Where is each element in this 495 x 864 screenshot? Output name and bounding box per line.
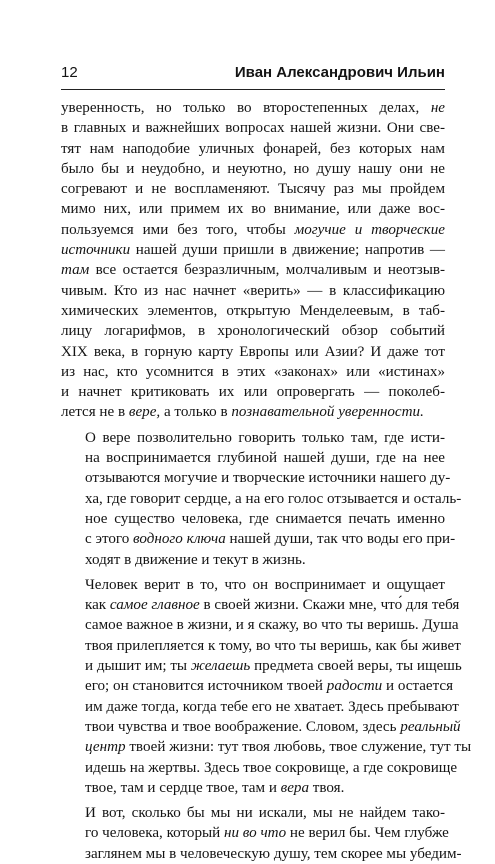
text-run: и дышит им; ты [85,658,191,675]
text-line [61,321,445,341]
text-line [61,179,445,199]
text-line [61,139,445,159]
text-run: чивым. Кто из нас начнет «верить» — в классификацию [61,282,445,299]
text-run: согревают и не воспламеняют. Тысячу раз мы пройдем [61,181,445,198]
text-line [61,529,456,549]
text-run: твои чувства и твое воображение. Словом, здесь [85,718,401,735]
text-line [61,676,454,696]
text-run: заглянем мы в человеческую душу, тем скорее мы убедим- [85,845,462,862]
header-rule [61,89,445,90]
text-line [61,737,472,757]
italic-run: желаешь [190,658,251,675]
text-run: в главных и важнейших вопросах нашей жизни. Они све- [61,120,445,137]
italic-run: не [430,100,445,116]
body-text [61,98,472,864]
text-line [61,636,461,656]
text-line [61,468,451,488]
paragraph [61,98,445,423]
text-line [61,844,462,864]
italic-run: радости [326,678,383,695]
text-run: лицу логарифмов, в хронологический обзор событий [61,323,445,340]
italic-run: вере, [128,404,161,421]
text-run: уверенность, но только во второстепенных делах, [61,100,431,116]
text-line [61,428,445,448]
text-run: пользуемся ими без того, чтобы [61,221,295,238]
text-line [61,118,445,138]
text-run: на воспринимается глубиной нашей души, где на нее [85,450,445,467]
text-run: XIX века, в горную карту Европы или Азии? И даже тот [61,343,445,360]
text-line [61,803,445,823]
text-line [61,301,445,321]
text-run: химических элементов, открытую Менделеевым, в таб- [61,302,445,319]
text-run: а только в [160,404,232,421]
text-line [61,98,445,118]
text-run: твоей жизни: тут твоя любовь, твое служение, тут ты [125,739,472,756]
text-line [61,362,445,382]
text-run: лется не в [61,404,129,421]
text-run: отзываются могучие и творческие источники нашего ду- [85,470,451,487]
italic-run: самое главное [109,597,200,614]
italic-run: вера [280,779,310,796]
text-run: в своей жизни. Скажи мне, что́ для тебя [199,597,460,614]
text-run: нашей души, так что воды его при- [225,531,456,548]
text-line [61,656,462,676]
text-line [61,778,445,798]
paragraph [61,575,472,798]
text-line [61,402,445,422]
text-line [61,615,459,635]
text-line [61,697,459,717]
text-line [61,489,462,509]
text-line [61,717,461,737]
text-line [61,220,445,240]
italic-run: там [61,262,90,279]
text-run: как [85,597,110,614]
text-run: им даже тогда, когда тебе его не хватает. Здесь пребывают [85,698,459,715]
text-line [61,509,445,529]
paragraph [61,803,462,864]
running-header [61,64,445,88]
text-line [61,823,449,843]
text-run: предмета своей веры, ты ищешь [250,658,462,675]
text-line [61,159,445,179]
text-line [61,342,445,362]
text-run: твоя прилепляется к тому, во что ты веришь, как бы живет [85,637,461,654]
text-line [61,240,445,260]
text-run: Человек верит в то, что он воспринимает и ощущает [85,576,445,593]
page-number: 12 [61,64,78,81]
text-run: твоя. [309,779,345,796]
text-run: было бы и неудобно, и неуютно, но душу нашу они не [61,160,445,177]
text-line [61,281,445,301]
text-run: с этого [85,531,134,548]
text-run: ное существо человека, где снимается печать именно [85,510,445,527]
italic-run: источники [61,242,131,259]
text-run: го человека, который [85,825,224,842]
text-run: мимо них, или примем их во внимание, или даже вос- [61,201,445,218]
text-run: и остается [382,678,454,695]
paragraph [61,428,462,570]
italic-run: могучие и творческие [294,221,445,238]
text-line [61,199,445,219]
text-run: О вере позволительно говорить только там, где исти- [85,429,445,446]
text-line [61,550,445,570]
text-run: ходят в движение и текут в жизнь. [85,551,306,568]
text-run: самое важное в жизни, и я скажу, во что ты веришь. Душа [85,617,459,634]
text-line [61,595,460,615]
text-run: из нас, кто усомнится в этих «законах» или «истинах» [61,363,445,380]
text-line [61,382,445,402]
text-run: его; он становится источником твоей [85,678,327,695]
running-head-author: Иван Александрович Ильин [234,64,445,81]
text-run: и начнет критиковать их или опровергать — поколеб- [61,384,445,401]
text-line [61,575,445,595]
italic-run: познавательной уверенности. [231,404,424,421]
italic-run: ни во что [224,825,287,842]
text-run: тят нам наподобие уличных фонарей, без которых нам [61,140,445,157]
text-line [61,448,445,468]
italic-run: центр [85,739,126,756]
italic-run: водного ключа [133,531,226,548]
text-line [61,260,445,280]
text-run: ха, где говорит сердце, а на его голос отзывается и осталь- [85,490,462,507]
text-run: твое, там и сердце твое, там и [85,779,281,796]
text-run: идешь на жертвы. Здесь твое сокровище, а где сокровище [85,759,458,776]
text-line [61,758,458,778]
text-run: все остается безразличным, молчаливым и неотзыв- [89,262,445,279]
text-run: не верил бы. Чем глубже [286,825,449,842]
italic-run: реальный [400,718,461,735]
text-run: И вот, сколько бы мы ни искали, мы не найдем тако- [85,805,445,822]
text-run: нашей души пришли в движение; напротив — [130,242,445,259]
